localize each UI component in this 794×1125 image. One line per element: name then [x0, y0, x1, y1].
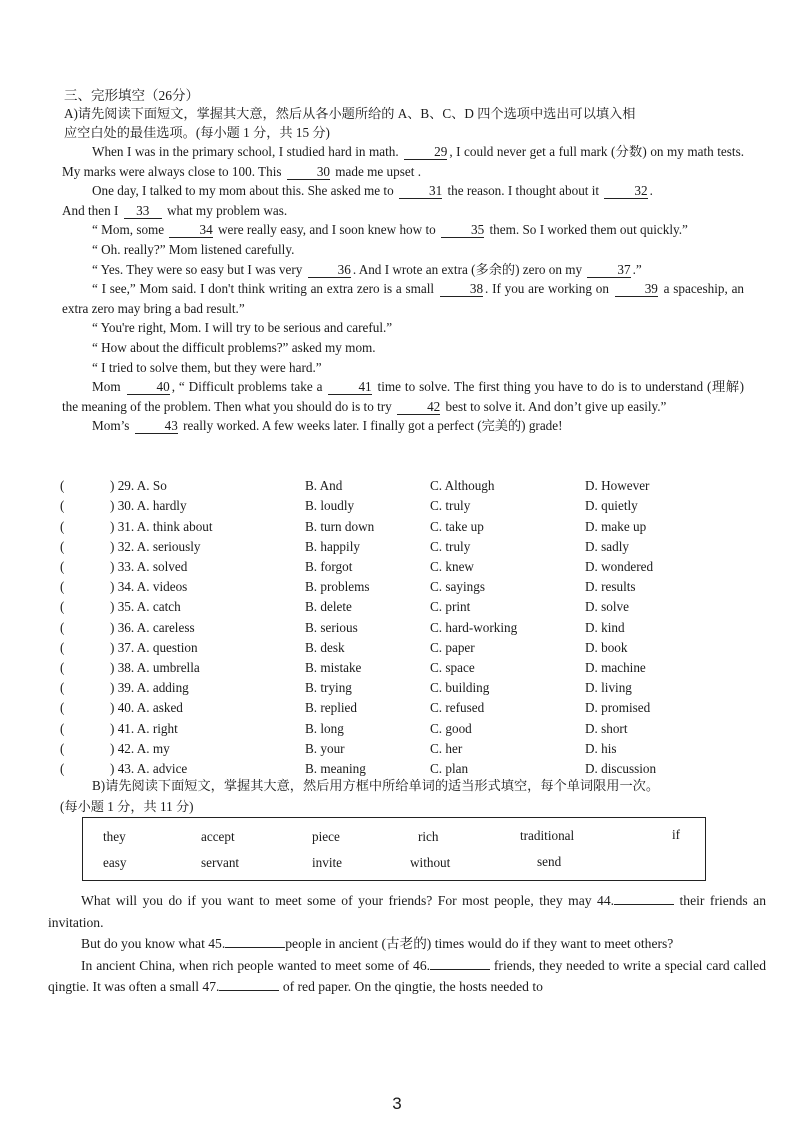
option-b[interactable]: B. forgot [305, 559, 353, 575]
option-d[interactable]: D. his [585, 740, 617, 756]
blank-44[interactable] [614, 904, 674, 905]
option-b[interactable]: B. desk [305, 639, 345, 655]
blank-45[interactable] [225, 947, 285, 948]
option-a[interactable]: ) 40. A. asked [110, 700, 183, 716]
answer-paren[interactable]: ( [60, 760, 65, 776]
word-box-item: send [537, 854, 562, 869]
paragraph [62, 260, 744, 280]
text: time to solve. The first thing you have to do is to understand (理解) the meaning of the problem. Then what you should do is to try [62, 379, 745, 414]
blank-32[interactable]: 32 [604, 183, 647, 199]
word-box-item: they [103, 829, 126, 844]
option-c[interactable]: C. refused [430, 700, 485, 716]
answer-paren[interactable]: ( [60, 518, 65, 534]
option-c[interactable]: C. building [430, 680, 490, 696]
page-number: 3 [392, 1094, 402, 1113]
blank-41[interactable]: 41 [328, 379, 371, 395]
option-d[interactable]: D. book [585, 639, 628, 655]
text: But do you know what 45. [81, 936, 226, 951]
text: . If you are working on [485, 281, 609, 297]
paragraph [62, 279, 744, 318]
answer-paren[interactable]: ( [60, 559, 65, 575]
option-c[interactable]: C. take up [430, 518, 484, 534]
blank-29[interactable]: 29 [404, 144, 447, 160]
option-b[interactable]: B. delete [305, 599, 352, 615]
option-c[interactable]: C. truly [430, 498, 471, 514]
option-d[interactable]: D. short [585, 720, 628, 736]
text: . [649, 183, 653, 199]
answer-paren[interactable]: ( [60, 619, 65, 635]
option-b[interactable]: B. mistake [305, 659, 362, 675]
option-row[interactable] [60, 476, 750, 496]
text: made me upset . [335, 163, 421, 179]
paragraph: “ You're right, Mom. I will try to be serious and careful.” [92, 320, 393, 336]
option-a[interactable]: ) 36. A. careless [110, 619, 195, 635]
word-box-item: accept [201, 829, 235, 844]
blank-31[interactable]: 31 [399, 183, 442, 199]
option-d[interactable]: D. machine [585, 659, 646, 675]
option-a[interactable]: ) 43. A. advice [110, 760, 188, 776]
text: a spaceship, an extra zero may bring a bad result.” [62, 281, 745, 316]
option-a[interactable]: ) 38. A. umbrella [110, 659, 200, 675]
option-a[interactable]: ) 41. A. right [110, 720, 178, 736]
option-a[interactable]: ) 35. A. catch [110, 599, 181, 615]
text: .” [632, 261, 642, 277]
blank-43[interactable]: 43 [135, 418, 178, 434]
option-b[interactable]: B. serious [305, 619, 358, 635]
option-a[interactable]: ) 37. A. question [110, 639, 198, 655]
paragraph [48, 890, 766, 933]
option-d[interactable]: D. sadly [585, 538, 629, 554]
text: of red paper. On the qingtie, the hosts needed to [282, 979, 543, 994]
option-a[interactable]: ) 42. A. my [110, 740, 170, 756]
option-d[interactable]: D. living [585, 680, 632, 696]
option-b[interactable]: B. trying [305, 680, 352, 696]
word-box-item: easy [103, 855, 127, 870]
option-row[interactable] [60, 537, 750, 557]
option-b[interactable]: B. turn down [305, 518, 375, 534]
option-d[interactable]: D. quietly [585, 498, 638, 514]
blank-33[interactable]: 33 [124, 203, 162, 219]
option-row[interactable] [60, 678, 750, 698]
text: best to solve it. And don’t give up easily.” [445, 398, 667, 414]
blank-40[interactable]: 40 [127, 379, 170, 395]
answer-paren[interactable]: ( [60, 478, 65, 494]
blank-37[interactable]: 37 [587, 262, 630, 278]
option-row[interactable] [60, 577, 750, 597]
option-row[interactable] [60, 638, 750, 658]
option-c[interactable]: C. space [430, 659, 475, 675]
option-c[interactable]: C. her [430, 740, 463, 756]
passage-b [48, 890, 766, 998]
passage-a [62, 142, 744, 436]
option-b[interactable]: B. your [305, 740, 345, 756]
option-c[interactable]: C. Although [430, 478, 495, 494]
option-c[interactable]: C. plan [430, 760, 469, 776]
answer-paren[interactable]: ( [60, 579, 65, 595]
blank-38[interactable]: 38 [440, 281, 483, 297]
option-d[interactable]: D. wondered [585, 559, 654, 575]
text: were really easy, and I soon knew how to [217, 222, 436, 238]
option-a[interactable]: ) 33. A. solved [110, 559, 188, 575]
option-row[interactable] [60, 718, 750, 738]
option-d[interactable]: D. solve [585, 599, 629, 615]
text: . And I wrote an extra (多余的) zero on my [352, 261, 583, 277]
word-box [82, 817, 706, 881]
paragraph: “ I tried to solve them, but they were hard.” [92, 359, 322, 375]
text: And then I [62, 202, 119, 218]
option-c[interactable]: C. knew [430, 559, 474, 575]
text: their friends an invitation. [48, 893, 766, 930]
word-box-item: servant [201, 855, 240, 870]
paragraph [62, 201, 744, 221]
option-row[interactable] [60, 516, 750, 536]
answer-paren[interactable]: ( [60, 639, 65, 655]
word-box-item: if [672, 827, 681, 842]
option-a[interactable]: ) 39. A. adding [110, 680, 189, 696]
text: friends, they needed to write a special card called qingtie. It was often a small 47. [48, 957, 766, 994]
instruction-b-line1: B)请先阅读下面短文，掌握其大意，然后用方框中所给单词的适当形式填空，每个单词限用一次。 [92, 778, 660, 793]
option-d[interactable]: D. make up [585, 518, 647, 534]
answer-paren[interactable]: ( [60, 740, 65, 756]
text: “ Mom, some [92, 222, 165, 238]
blank-46[interactable] [430, 969, 490, 970]
answer-paren[interactable]: ( [60, 599, 65, 615]
answer-paren[interactable]: ( [60, 680, 65, 696]
text: What will you do if you want to meet some of your friends? For most people, they may 44. [81, 893, 615, 908]
options-list [60, 476, 750, 779]
option-row[interactable] [60, 658, 750, 678]
text: Mom [92, 379, 121, 395]
option-c[interactable]: C. sayings [430, 579, 485, 595]
text: “ I see,” Mom said. I don't think writing an extra zero is a small [92, 281, 435, 297]
word-box-item: invite [312, 855, 343, 870]
blank-34[interactable]: 34 [169, 222, 212, 238]
text: them. So I worked them out quickly.” [489, 222, 688, 238]
option-b[interactable]: B. happily [305, 538, 360, 554]
option-c[interactable]: C. truly [430, 538, 471, 554]
answer-paren[interactable]: ( [60, 538, 65, 554]
blank-36[interactable]: 36 [308, 262, 351, 278]
option-row[interactable] [60, 617, 750, 637]
option-row[interactable] [60, 738, 750, 758]
option-c[interactable]: C. paper [430, 639, 475, 655]
blank-35[interactable]: 35 [441, 222, 484, 238]
paragraph [48, 933, 766, 955]
answer-paren[interactable]: ( [60, 659, 65, 675]
answer-paren[interactable]: ( [60, 498, 65, 514]
paragraph [62, 220, 744, 240]
option-a[interactable]: ) 29. A. So [110, 478, 167, 494]
instruction-a-line2: 应空白处的最佳选项。(每小题 1 分，共 15 分) [64, 125, 330, 140]
word-box-item: without [410, 855, 451, 870]
option-row[interactable] [60, 597, 750, 617]
text: , “ Difficult problems take a [171, 379, 323, 395]
blank-47[interactable] [219, 990, 279, 991]
option-row[interactable] [60, 557, 750, 577]
answer-paren[interactable]: ( [60, 700, 65, 716]
text: really worked. A few weeks later. I finally got a perfect (完美的) grade! [183, 418, 563, 434]
blank-30[interactable]: 30 [287, 164, 330, 180]
option-d[interactable]: D. kind [585, 619, 625, 635]
option-a[interactable]: ) 31. A. think about [110, 518, 213, 534]
option-d[interactable]: D. results [585, 579, 636, 595]
paragraph [48, 955, 766, 998]
text: , I could never get a full mark (分数) on my math tests. My marks were always close to 100. This [62, 144, 744, 179]
blank-42[interactable]: 42 [397, 399, 440, 415]
option-b[interactable]: B. replied [305, 700, 358, 716]
answer-paren[interactable]: ( [60, 720, 65, 736]
option-a[interactable]: ) 34. A. videos [110, 579, 188, 595]
instruction-a-line1: A)请先阅读下面短文，掌握其大意，然后从各小题所给的 A、B、C、D 四个选项中选出可以填入相 [64, 106, 636, 121]
option-row[interactable] [60, 698, 750, 718]
option-b[interactable]: B. meaning [305, 760, 366, 776]
paragraph: “ Oh. really?” Mom listened carefully. [92, 241, 295, 257]
paragraph: “ How about the difficult problems?” asked my mom. [92, 339, 376, 355]
option-b[interactable]: B. loudly [305, 498, 355, 514]
option-a[interactable]: ) 30. A. hardly [110, 498, 187, 514]
paragraph [62, 142, 744, 181]
option-c[interactable]: C. print [430, 599, 471, 615]
text: One day, I talked to my mom about this. She asked me to [92, 183, 394, 199]
text: Mom’s [92, 418, 130, 434]
instruction-b-line2: (每小题 1 分，共 11 分) [60, 799, 194, 814]
word-box-item: traditional [520, 828, 575, 843]
option-a[interactable]: ) 32. A. seriously [110, 538, 201, 554]
blank-39[interactable]: 39 [615, 281, 658, 297]
option-d[interactable]: D. promised [585, 700, 651, 716]
paragraph [62, 181, 744, 201]
option-b[interactable]: B. long [305, 720, 344, 736]
section-title: 三、完形填空（26分） [64, 88, 199, 103]
text: “ Yes. They were so easy but I was very [92, 261, 303, 277]
option-d[interactable]: D. discussion [585, 760, 657, 776]
option-b[interactable]: B. problems [305, 579, 370, 595]
option-c[interactable]: C. hard-working [430, 619, 518, 635]
word-box-item: rich [418, 829, 439, 844]
text: people in ancient (古老的) times would do if they want to meet others? [285, 936, 674, 951]
option-d[interactable]: D. However [585, 478, 650, 494]
text: the reason. I thought about it [447, 183, 600, 199]
paragraph [62, 416, 744, 436]
text: what my problem was. [167, 202, 288, 218]
word-box-item: piece [312, 829, 340, 844]
option-row[interactable] [60, 496, 750, 516]
option-c[interactable]: C. good [430, 720, 472, 736]
text: In ancient China, when rich people wanted to meet some of 46. [81, 957, 431, 973]
paragraph [62, 377, 744, 416]
option-b[interactable]: B. And [305, 478, 343, 494]
text: When I was in the primary school, I studied hard in math. [92, 144, 399, 159]
